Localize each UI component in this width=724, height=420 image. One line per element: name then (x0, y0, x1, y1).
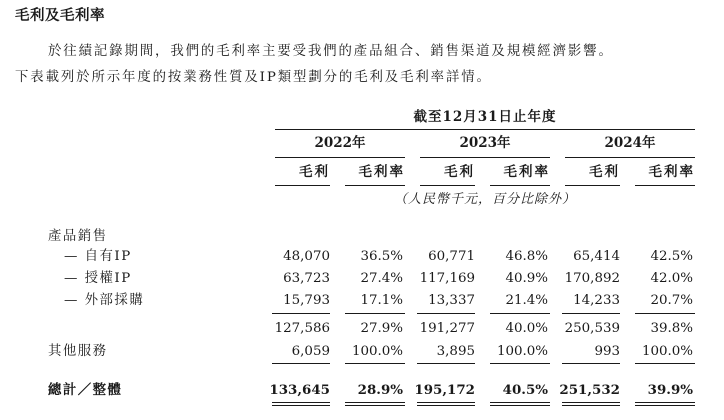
cell-value: 46.8% (505, 249, 548, 264)
subtotal-value: 250,539 (564, 321, 620, 336)
subtotal-value: 40.0% (505, 321, 548, 336)
cell-value: 13,337 (428, 293, 475, 308)
subtotal-value: 127,586 (274, 321, 330, 336)
year-header-2022: 2022年 (314, 135, 366, 151)
cell-value: 100.0% (641, 344, 693, 359)
subheader-rule (635, 185, 695, 186)
cell-value: 48,070 (283, 249, 330, 264)
year-rule-2023 (420, 157, 550, 158)
double-rule (417, 402, 475, 403)
subheader-rule (490, 185, 550, 186)
period-header-rule (275, 129, 695, 130)
double-rule (345, 402, 405, 403)
cell-value: 40.9% (505, 271, 548, 286)
col-header-gross-margin-2023: 毛利率 (503, 164, 550, 180)
total-rule (345, 363, 405, 364)
double-rule (562, 402, 620, 403)
intro-paragraph-line-2: 下表載列於所示年度的按業務性質及IP類型劃分的毛利及毛利率詳情。 (15, 70, 492, 85)
double-rule (272, 405, 330, 406)
row-label: — 外部採購 (64, 293, 145, 308)
total-rule (490, 363, 550, 364)
col-header-gross-margin-2024: 毛利率 (648, 164, 695, 180)
subtotal-value: 191,277 (419, 321, 475, 336)
intro-paragraph-line-1: 於往績記錄期間，我們的毛利率主要受我們的產品組合、銷售渠道及規模經濟影響。 (48, 44, 614, 59)
cell-value: 27.4% (360, 271, 403, 286)
subtotal-rule (490, 313, 550, 314)
cell-value: 65,414 (573, 249, 620, 264)
year-rule-2022 (275, 157, 405, 158)
cell-value: 6,059 (291, 344, 330, 359)
section-heading: 毛利及毛利率 (15, 7, 105, 24)
col-header-gross-profit-2024: 毛利 (589, 164, 620, 180)
cell-value: 63,723 (283, 271, 330, 286)
subtotal-rule (635, 313, 695, 314)
subheader-rule (275, 185, 330, 186)
subheader-rule (420, 185, 475, 186)
subtotal-rule (345, 313, 405, 314)
total-value: 28.9% (357, 382, 403, 398)
col-header-gross-margin-2022: 毛利率 (358, 164, 405, 180)
total-rule (417, 363, 475, 364)
cell-value: 20.7% (650, 293, 693, 308)
subtotal-rule (417, 313, 475, 314)
total-value: 195,172 (414, 382, 475, 398)
cell-value: 170,892 (564, 271, 620, 286)
total-rule (272, 363, 330, 364)
subheader-rule (345, 185, 405, 186)
cell-value: 42.5% (650, 249, 693, 264)
row-label-product-sales: 產品銷售 (48, 229, 108, 244)
cell-value: 100.0% (351, 344, 403, 359)
total-value: 133,645 (269, 382, 330, 398)
col-header-gross-profit-2023: 毛利 (444, 164, 475, 180)
cell-value: 60,771 (428, 249, 475, 264)
year-header-2024: 2024年 (604, 135, 656, 151)
unit-note: （人民幣千元，百分比除外） (393, 192, 576, 207)
year-rule-2024 (565, 157, 695, 158)
cell-value: 3,895 (436, 344, 475, 359)
cell-value: 100.0% (496, 344, 548, 359)
total-value: 39.9% (647, 382, 693, 398)
cell-value: 21.4% (505, 293, 548, 308)
subtotal-rule (272, 313, 330, 314)
total-rule (562, 363, 620, 364)
cell-value: 993 (594, 344, 620, 359)
subheader-rule (565, 185, 620, 186)
total-rule (635, 363, 695, 364)
double-rule (635, 405, 695, 406)
double-rule (272, 402, 330, 403)
cell-value: 42.0% (650, 271, 693, 286)
period-header: 截至12月31日止年度 (413, 109, 557, 125)
cell-value: 117,169 (419, 271, 475, 286)
cell-value: 15,793 (283, 293, 330, 308)
subtotal-value: 39.8% (650, 321, 693, 336)
row-label: — 自有IP (64, 249, 132, 264)
total-value: 40.5% (502, 382, 548, 398)
double-rule (635, 402, 695, 403)
double-rule (490, 402, 550, 403)
subtotal-rule (562, 313, 620, 314)
double-rule (417, 405, 475, 406)
subtotal-value: 27.9% (360, 321, 403, 336)
col-header-gross-profit-2022: 毛利 (299, 164, 330, 180)
cell-value: 17.1% (360, 293, 403, 308)
double-rule (345, 405, 405, 406)
row-label-other-services: 其他服務 (48, 344, 108, 359)
cell-value: 14,233 (573, 293, 620, 308)
double-rule (490, 405, 550, 406)
total-value: 251,532 (559, 382, 620, 398)
cell-value: 36.5% (360, 249, 403, 264)
row-label-total: 總計／整體 (48, 382, 123, 398)
double-rule (562, 405, 620, 406)
row-label: — 授權IP (64, 271, 132, 286)
year-header-2023: 2023年 (459, 135, 511, 151)
